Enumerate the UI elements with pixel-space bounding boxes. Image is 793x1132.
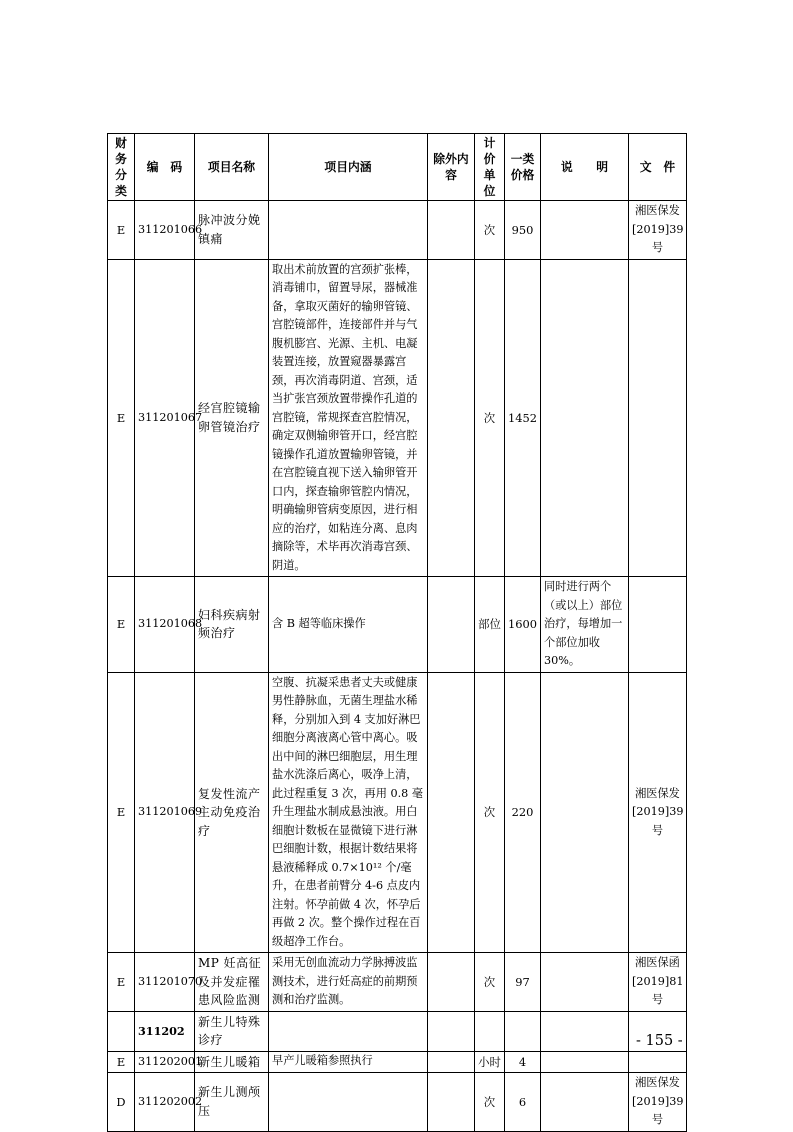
header-content: 项目内涵 <box>269 134 428 201</box>
code-cell: 311201067 <box>135 259 195 577</box>
doc-line: 号 <box>651 993 664 1006</box>
doc-line: [2019]39 <box>632 222 684 236</box>
code-cell: 311201066 <box>135 201 195 260</box>
doc-line: [2019]39 <box>632 1094 684 1108</box>
note-cell: 同时进行两个（或以上）部位治疗，每增加一个部位加收 30%。 <box>541 577 629 673</box>
content-cell: 含 B 超等临床操作 <box>269 577 428 673</box>
exclusion-cell <box>428 672 475 953</box>
table-row <box>108 1011 687 1051</box>
name-cell: 新生儿测颅压 <box>195 1073 269 1132</box>
doc-cell <box>629 1051 687 1073</box>
doc-line: [2019]81 <box>632 974 684 988</box>
doc-line: 号 <box>651 823 664 837</box>
price-cell: 6 <box>505 1073 541 1132</box>
category-cell: E <box>108 953 135 1012</box>
unit-cell: 次 <box>475 953 505 1012</box>
category-cell: E <box>108 672 135 953</box>
exclusion-cell <box>428 953 475 1012</box>
category-cell <box>108 1011 135 1051</box>
header-code: 编 码 <box>135 134 195 201</box>
header-price: 一类价格 <box>505 134 541 201</box>
doc-cell <box>629 672 687 953</box>
name-cell: 脉冲波分娩镇痛 <box>195 201 269 260</box>
doc-line: [2019]39 <box>632 805 684 818</box>
unit-cell: 次 <box>475 672 505 953</box>
price-cell: 1452 <box>505 259 541 577</box>
unit-cell <box>475 1011 505 1051</box>
unit-cell: 次 <box>475 1073 505 1132</box>
table-row <box>108 1051 687 1073</box>
code-cell: 311201069 <box>135 672 195 953</box>
page-number: - 155 - <box>636 1033 683 1049</box>
exclusion-cell <box>428 1051 475 1073</box>
code-cell: 311201068 <box>135 577 195 673</box>
table-row <box>108 953 687 1012</box>
category-cell: E <box>108 1051 135 1073</box>
doc-line: 湘医保发 <box>635 204 680 217</box>
note-cell <box>541 259 629 577</box>
header-exclusion: 除外内容 <box>428 134 475 201</box>
header-row <box>108 134 687 201</box>
category-cell: E <box>108 577 135 673</box>
name-cell: 妇科疾病射频治疗 <box>195 577 269 673</box>
price-cell: 220 <box>505 672 541 953</box>
fee-table <box>107 133 687 1132</box>
name-cell: 新生儿特殊诊疗 <box>195 1011 269 1051</box>
header-note: 说 明 <box>541 134 629 201</box>
note-cell <box>541 201 629 260</box>
price-cell <box>505 1011 541 1051</box>
name-cell: 新生儿暖箱 <box>195 1051 269 1073</box>
category-cell: E <box>108 201 135 260</box>
category-cell: D <box>108 1073 135 1132</box>
code-cell: 311201070 <box>135 953 195 1012</box>
category-cell: E <box>108 259 135 577</box>
code-cell: 311202 <box>135 1011 195 1051</box>
doc-line: 湘医保发 <box>635 1076 680 1089</box>
price-cell: 4 <box>505 1051 541 1073</box>
doc-cell <box>629 1073 687 1132</box>
doc-line: 湘医保发 <box>635 786 680 800</box>
code-cell: 311202001 <box>135 1051 195 1073</box>
doc-cell <box>629 259 687 577</box>
exclusion-cell <box>428 259 475 577</box>
unit-cell: 部位 <box>475 577 505 673</box>
name-cell: 经宫腔镜输卵管镜治疗 <box>195 259 269 577</box>
table-row <box>108 201 687 260</box>
exclusion-cell <box>428 577 475 673</box>
doc-cell <box>629 201 687 260</box>
note-cell <box>541 1011 629 1051</box>
doc-cell <box>629 577 687 673</box>
content-cell <box>269 1011 428 1051</box>
doc-line: 湘医保函 <box>635 956 680 969</box>
unit-cell: 次 <box>475 259 505 577</box>
name-cell: 复发性流产主动免疫治疗 <box>195 672 269 953</box>
price-cell: 1600 <box>505 577 541 673</box>
table-row <box>108 672 687 953</box>
content-cell <box>269 1073 428 1132</box>
header-name: 项目名称 <box>195 134 269 201</box>
header-category: 财务分类 <box>108 134 135 201</box>
content-cell: 空腹、抗凝采患者丈夫或健康男性静脉血，无菌生理盐水稀释，分别加入到 4 支加好淋巴细胞分离液离心管中离心。吸出中间的淋巴细胞层，用生理盐水洗涤后离心，吸净上清，此过程重复 3 次，再用 0.8 毫升生理盐水制成悬浊液。用白细胞计数板在显微镜下进行淋巴细胞计数，根据计数结果将悬液稀释成 0.7×10¹² 个/毫升，在患者前臂分 4-6 点皮内注射。怀孕前做 4 次，怀孕后再做 2 次。整个操作过程在百级超净工作台。 <box>269 672 428 953</box>
doc-line: 号 <box>651 1113 664 1126</box>
unit-cell: 次 <box>475 201 505 260</box>
name-cell: MP 妊高征及并发症罹患风险监测 <box>195 953 269 1012</box>
content-cell: 取出术前放置的宫颈扩张棒，消毒铺巾，留置导尿，器械准备，拿取灭菌好的输卵管镜、宫腔镜部件，连接部件并与气腹机膨宫、光源、主机、电凝装置连接，放置窥器暴露宫颈，再次消毒阴道、宫颈，适当扩张宫颈放置带操作孔道的宫腔镜，常规探查宫腔情况，确定双侧输卵管开口，经宫腔镜操作孔道放置输卵管镜，并在宫腔镜直视下送入输卵管开口内，探查输卵管腔内情况，明确输卵管病变原因，进行相应的治疗，如粘连分离、息肉摘除等，术毕再次消毒宫颈、阴道。 <box>269 259 428 577</box>
header-unit: 计价单位 <box>475 134 505 201</box>
exclusion-cell <box>428 1073 475 1132</box>
price-cell: 950 <box>505 201 541 260</box>
header-doc: 文 件 <box>629 134 687 201</box>
doc-line: 号 <box>651 241 664 254</box>
table-row <box>108 259 687 577</box>
table-row <box>108 577 687 673</box>
content-cell: 采用无创血流动力学脉搏波监测技术，进行妊高症的前期预测和治疗监测。 <box>269 953 428 1012</box>
doc-cell <box>629 953 687 1012</box>
table-row <box>108 1073 687 1132</box>
content-cell <box>269 201 428 260</box>
note-cell <box>541 672 629 953</box>
note-cell <box>541 1073 629 1132</box>
price-cell: 97 <box>505 953 541 1012</box>
unit-cell: 小时 <box>475 1051 505 1073</box>
note-cell <box>541 1051 629 1073</box>
exclusion-cell <box>428 1011 475 1051</box>
exclusion-cell <box>428 201 475 260</box>
code-cell: 311202002 <box>135 1073 195 1132</box>
note-cell <box>541 953 629 1012</box>
content-cell: 早产儿暖箱参照执行 <box>269 1051 428 1073</box>
